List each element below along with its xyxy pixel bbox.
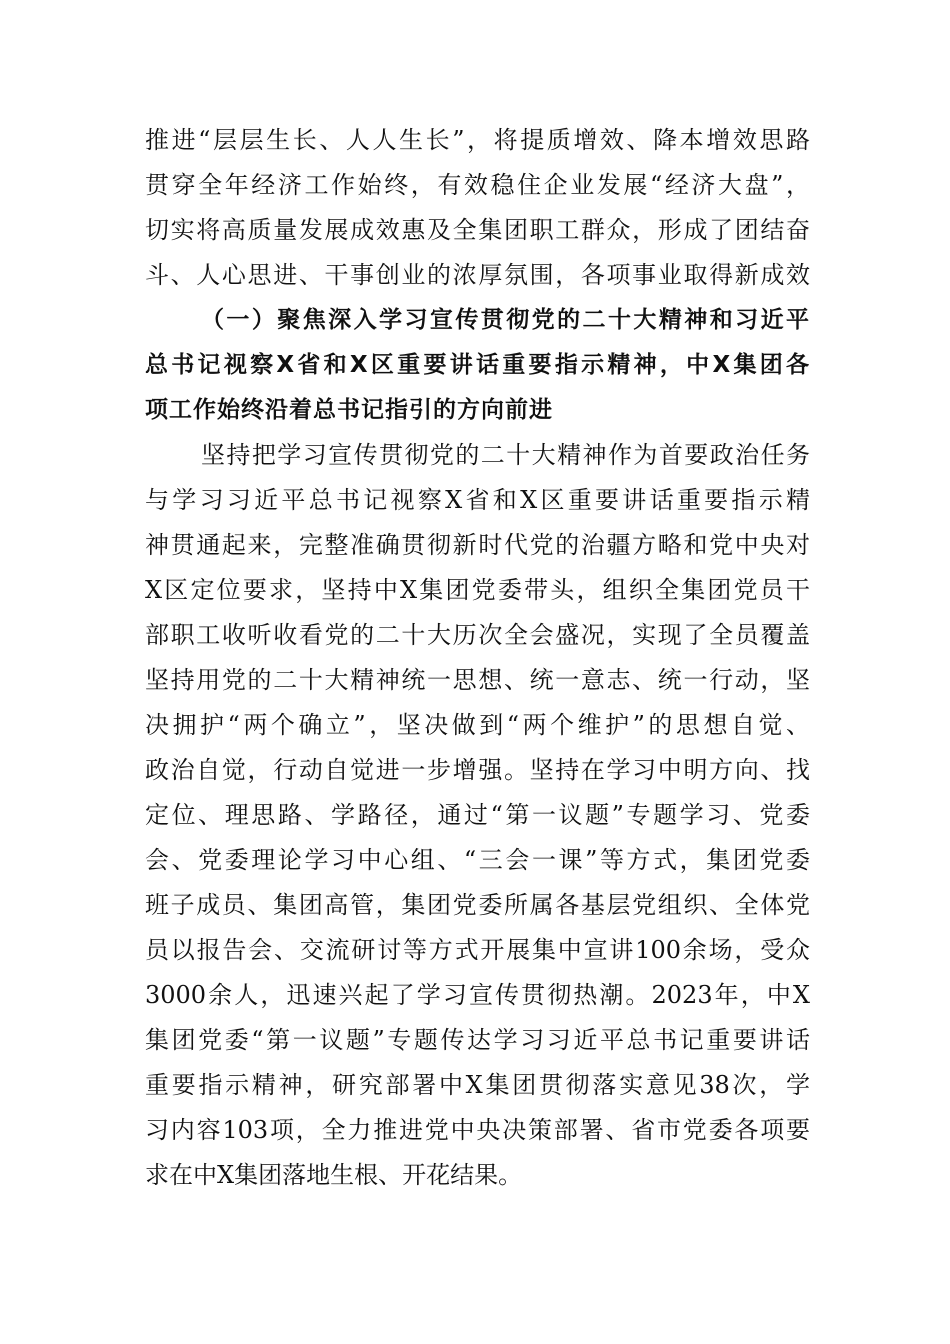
body-line: X区定位要求，坚持中X集团党委带头，组织全集团党员干 xyxy=(145,576,810,604)
body-line: 部职工收听收看党的二十大历次全会盛况，实现了全员覆盖 xyxy=(145,621,810,649)
intro-line: 推进“层层生长、人人生长”，将提质增效、降本增效思路 xyxy=(145,126,810,154)
body-line: 员以报告会、交流研讨等方式开展集中宣讲100余场，受众 xyxy=(145,936,810,964)
body-line: 3000余人，迅速兴起了学习宣传贯彻热潮。2023年，中X xyxy=(145,981,810,1009)
intro-line: 切实将高质量发展成效惠及全集团职工群众，形成了团结奋 xyxy=(145,216,810,244)
body-line: 班子成员、集团高管，集团党委所属各基层党组织、全体党 xyxy=(145,891,810,919)
intro-line: 斗、人心思进、干事创业的浓厚氛围，各项事业取得新成效 xyxy=(145,261,810,289)
body-line: 定位、理思路、学路径，通过“第一议题”专题学习、党委 xyxy=(145,801,810,829)
body-line: 坚持把学习宣传贯彻党的二十大精神作为首要政治任务 xyxy=(201,441,810,469)
body-line: 坚持用党的二十大精神统一思想、统一意志、统一行动，坚 xyxy=(145,666,810,694)
body-line: 政治自觉，行动自觉进一步增强。坚持在学习中明方向、找 xyxy=(145,756,810,784)
body-line: 重要指示精神，研究部署中X集团贯彻落实意见38次，学 xyxy=(145,1071,810,1099)
body-line: 会、党委理论学习中心组、“三会一课”等方式，集团党委 xyxy=(145,846,810,874)
section-heading-line: （一）聚焦深入学习宣传贯彻党的二十大精神和习近平 xyxy=(201,307,810,333)
body-line: 习内容103项，全力推进党中央决策部署、省市党委各项要 xyxy=(145,1116,810,1144)
intro-line: 贯穿全年经济工作始终，有效稳住企业发展“经济大盘”， xyxy=(145,171,810,199)
body-line: 与学习习近平总书记视察X省和X区重要讲话重要指示精 xyxy=(145,486,810,514)
section-heading-line: 总书记视察X省和X区重要讲话重要指示精神，中X集团各 xyxy=(145,352,810,378)
section-heading-line: 项工作始终沿着总书记指引的方向前进 xyxy=(145,397,553,423)
body-line: 决拥护“两个确立”，坚决做到“两个维护”的思想自觉、 xyxy=(145,711,810,739)
body-line: 神贯通起来，完整准确贯彻新时代党的治疆方略和党中央对 xyxy=(145,531,810,559)
body-line: 求在中X集团落地生根、开花结果。 xyxy=(145,1161,523,1189)
body-line: 集团党委“第一议题”专题传达学习习近平总书记重要讲话 xyxy=(145,1026,810,1054)
